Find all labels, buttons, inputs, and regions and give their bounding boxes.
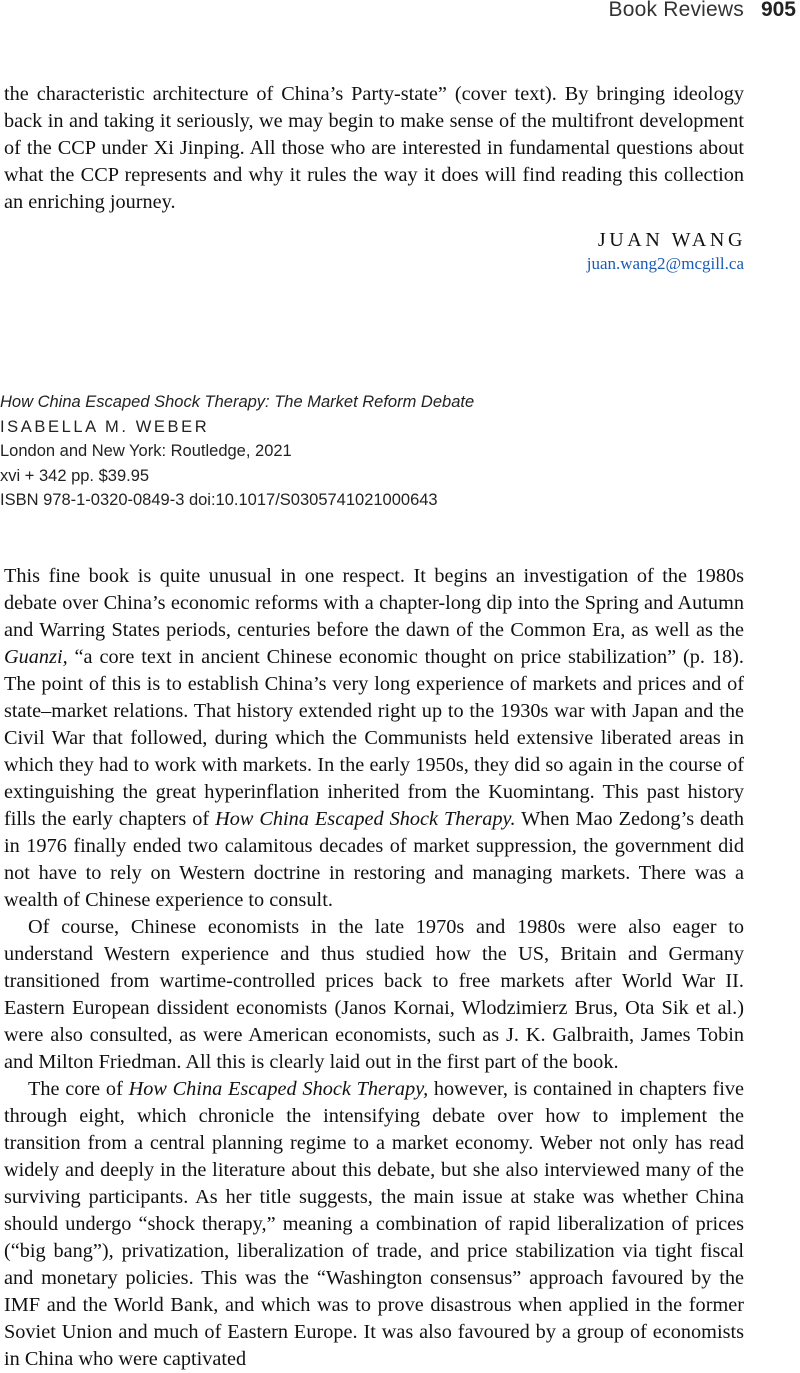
text-run: This fine book is quite unusual in one respect. It begins an investigation of the 1980s debate over China’s economic reforms with a chapter-long dip into the Spring and Autumn and Warring States periods, centuries before the dawn of the Common Era, as well as the <box>4 565 744 641</box>
book-title: How China Escaped Shock Therapy: The Market Reform Debate <box>0 393 475 411</box>
text-run: however, is contained in chapters five through eight, which chronicle the intensifying debate over how to implement the transition from a central planning regime to a market economy. Weber not only has read widely and deeply in the literature about this debate, but she also interviewed many of the surviving participants. As her title suggests, the main issue at stake was whether China should undergo “shock therapy,” meaning a combination of rapid liberalization of prices (“big bang”), privatization, liberalization of trade, and price stabilization via tight fiscal and monetary policies. This was the “Washington consensus” approach favoured by the IMF and the World Bank, and which was to prove disastrous when applied in the former Soviet Union and much of Eastern Europe. It was also favoured by a group of economists in China who were captivated <box>4 1078 744 1370</box>
review-paragraph-3 <box>4 1076 744 1373</box>
closing-paragraph: the characteristic architecture of China’s Party-state” (cover text). By bringing ideology back in and taking it seriously, we may begin to make sense of the multifront development of the CCP under Xi Jinping. All those who are interested in fundamental questions about what the CCP represents and why it rules the way it does will find reading this collection an enriching journey. <box>4 83 744 213</box>
book-metadata <box>0 390 474 513</box>
text-run: “a core text in ancient Chinese economic thought on price stabilization” (p. 18). The point of this is to establish China’s very long experience of markets and prices and of state–market relations. That history extended right up to the 1930s war with Japan and the Civil War that followed, during which the Communists held extensive liberated areas in which they had to work with markets. In the early 1950s, they did so again in the course of extinguishing the great hyperinflation inherited from the Kuomintang. This past history fills the early chapters of <box>4 646 744 830</box>
book-pages-price: xvi + 342 pp. $39.95 <box>0 466 150 485</box>
review-body <box>4 563 744 1373</box>
text-run: When Mao Zedong’s death in 1976 finally ended two calamitous decades of market suppression, the government did not have to rely on Western doctrine in restoring and managing markets. There was a wealth of Chinese experience to consult. <box>4 808 744 911</box>
reviewer-email: juan.wang2@mcgill.ca <box>586 254 744 273</box>
running-head: Book Reviews <box>608 0 744 21</box>
italic-book-title: How China Escaped Shock Therapy, <box>128 1078 429 1100</box>
italic-book-title: How China Escaped Shock Therapy. <box>215 808 516 830</box>
book-isbn-doi: ISBN 978-1-0320-0849-3 doi:10.1017/S0305741021000643 <box>0 491 438 509</box>
text-run: The core of <box>28 1078 129 1100</box>
italic-term: Guanzi, <box>4 646 68 668</box>
page-header <box>0 0 800 24</box>
page-number: 905 <box>760 0 796 21</box>
review-paragraph-2: Of course, Chinese economists in the late 1970s and 1980s were also eager to understand Western experience and thus studied how the US, Britain and Germany transitioned from wartime-controlled prices back to free markets after World War II. Eastern European dissident economists (Janos Kornai, Wlodzimierz Brus, Ota Sik et al.) were also consulted, as were American economists, such as J. K. Galbraith, James Tobin and Milton Friedman. All this is clearly laid out in the first part of the book. <box>4 916 744 1073</box>
reviewer-name: JUAN WANG <box>597 229 746 251</box>
previous-review-closing <box>4 81 744 216</box>
book-publisher: London and New York: Routledge, 2021 <box>0 442 292 460</box>
book-author: ISABELLA M. WEBER <box>0 417 210 436</box>
review-paragraph-1 <box>4 563 744 914</box>
